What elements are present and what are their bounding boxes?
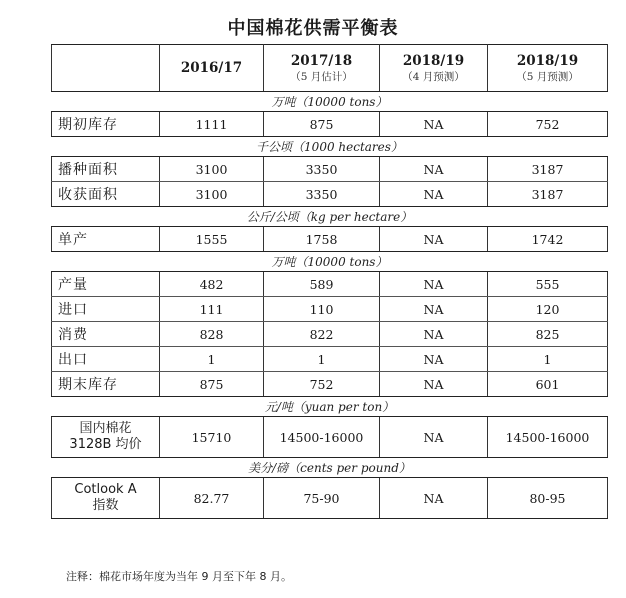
table-row: [52, 182, 608, 207]
row-label: 期末库存: [52, 372, 160, 397]
table-cell: NA: [380, 297, 488, 322]
table-cell: 752: [264, 372, 380, 397]
header-row: [52, 45, 608, 92]
row-label: 消费: [52, 322, 160, 347]
table-row: [52, 347, 608, 372]
unit-row: 元/吨（yuan per ton）: [52, 397, 608, 417]
table-cell: 110: [264, 297, 380, 322]
header-col-2018-19-may: [488, 45, 608, 92]
table-row: [52, 157, 608, 182]
table-cell: NA: [380, 322, 488, 347]
unit-row: 公斤/公顷（kg per hectare）: [52, 207, 608, 227]
table-row: [52, 372, 608, 397]
unit-row: 千公顷（1000 hectares）: [52, 137, 608, 157]
header-sub: （5 月预测）: [516, 70, 579, 83]
table-cell: 3187: [488, 157, 608, 182]
header-year: 2017/18: [290, 52, 353, 69]
table-cell: 1555: [160, 227, 264, 252]
table-cell: NA: [380, 372, 488, 397]
table-cell: 601: [488, 372, 608, 397]
table-cell: 1111: [160, 112, 264, 137]
table-cell: 1: [160, 347, 264, 372]
header-year: 2018/19: [516, 52, 579, 69]
row-label-line: Cotlook A: [74, 482, 137, 497]
row-label: 产量: [52, 272, 160, 297]
table-row: [52, 112, 608, 137]
table-cell: 1: [488, 347, 608, 372]
table-cell: NA: [380, 157, 488, 182]
header-col-2018-19-apr: [380, 45, 488, 92]
header-year: 2016/17: [180, 59, 243, 76]
unit-row: 美分/磅（cents per pound）: [52, 458, 608, 478]
table-row: [52, 478, 608, 519]
table-cell: 1: [264, 347, 380, 372]
table-cell: NA: [380, 478, 488, 519]
table-row: [52, 227, 608, 252]
table-cell: 1742: [488, 227, 608, 252]
table-row: [52, 272, 608, 297]
table-cell: 14500-16000: [488, 417, 608, 458]
row-label: 期初库存: [52, 112, 160, 137]
table-cell: 1758: [264, 227, 380, 252]
table-cell: 80-95: [488, 478, 608, 519]
table-cell: 3187: [488, 182, 608, 207]
unit-row: 万吨（10000 tons）: [52, 252, 608, 272]
header-col-2016-17: [160, 45, 264, 92]
row-label: 单产: [52, 227, 160, 252]
table-cell: 875: [160, 372, 264, 397]
row-label-line: 国内棉花: [79, 421, 132, 436]
table-cell: 3100: [160, 157, 264, 182]
table-cell: 482: [160, 272, 264, 297]
table-row: [52, 322, 608, 347]
table-cell: NA: [380, 272, 488, 297]
table-cell: 3100: [160, 182, 264, 207]
row-label-line: 指数: [92, 498, 119, 513]
row-label: 进口: [52, 297, 160, 322]
header-sub: （4 月预测）: [402, 70, 465, 83]
table-cell: 822: [264, 322, 380, 347]
table-cell: 3350: [264, 157, 380, 182]
header-sub: （5 月估计）: [290, 70, 353, 83]
header-col-2017-18: [264, 45, 380, 92]
row-label: 收获面积: [52, 182, 160, 207]
table-cell: 3350: [264, 182, 380, 207]
header-year: 2018/19: [402, 52, 465, 69]
row-label: [52, 417, 160, 458]
table-cell: 120: [488, 297, 608, 322]
table-title: 中国棉花供需平衡表: [227, 18, 399, 39]
table-cell: 875: [264, 112, 380, 137]
table-cell: 75-90: [264, 478, 380, 519]
table-cell: NA: [380, 182, 488, 207]
cotton-balance-table: [51, 44, 608, 519]
row-label: 出口: [52, 347, 160, 372]
table-cell: NA: [380, 347, 488, 372]
table-cell: 15710: [160, 417, 264, 458]
unit-row: 万吨（10000 tons）: [52, 92, 608, 112]
footnote: 注释：棉花市场年度为当年 9 月至下年 8 月。: [66, 570, 292, 583]
table-cell: NA: [380, 112, 488, 137]
table-cell: NA: [380, 227, 488, 252]
table-cell: 752: [488, 112, 608, 137]
table-row: [52, 417, 608, 458]
header-corner: [52, 45, 160, 92]
table-cell: 111: [160, 297, 264, 322]
row-label-line: 3128B 均价: [69, 437, 142, 452]
table-cell: 555: [488, 272, 608, 297]
row-label: 播种面积: [52, 157, 160, 182]
table-cell: NA: [380, 417, 488, 458]
row-label: [52, 478, 160, 519]
table-cell: 82.77: [160, 478, 264, 519]
table-row: [52, 297, 608, 322]
table-cell: 825: [488, 322, 608, 347]
table-cell: 14500-16000: [264, 417, 380, 458]
table-cell: 589: [264, 272, 380, 297]
table-cell: 828: [160, 322, 264, 347]
